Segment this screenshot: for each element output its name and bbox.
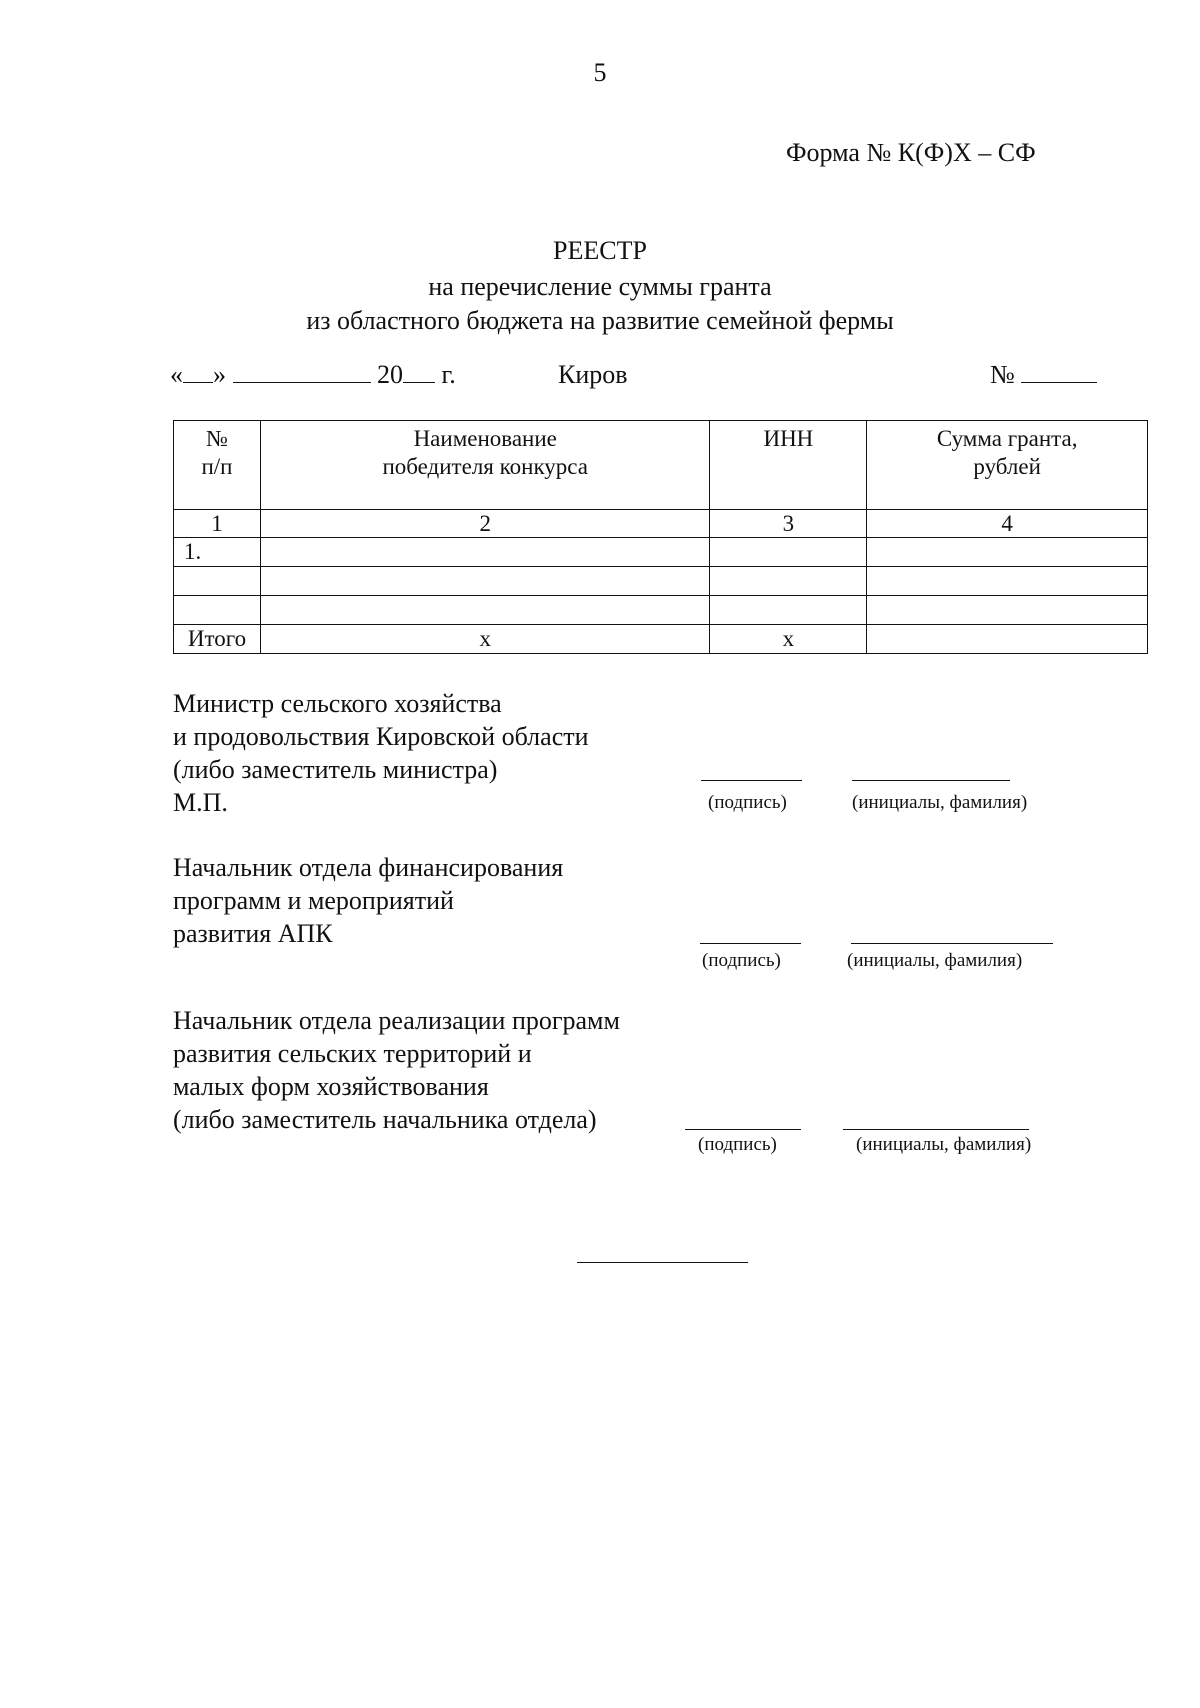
page-number: 5 [593,58,607,87]
year-prefix: 20 [377,360,403,389]
signature-block-minister [173,687,589,819]
signer-title-line: малых форм хозяйствования [173,1072,489,1101]
date-field [170,360,456,390]
signature-block-finance-head [173,851,563,950]
signer-title-line: и продовольствия Кировской области [173,722,589,751]
day-blank [183,360,213,383]
column-number: 4 [867,510,1148,538]
table-header-row [174,421,1148,510]
table-cell [867,567,1148,596]
signature-caption: (подпись) [708,792,787,813]
name-line [851,943,1053,944]
column-number: 3 [710,510,867,538]
registry-number-field [990,360,1097,390]
registry-table [173,420,1148,654]
name-line [852,780,1010,781]
header-number: № п/п [174,421,261,510]
year-suffix: г. [441,360,456,389]
name-line [843,1129,1029,1130]
signer-title-line: (либо заместитель министра) [173,755,498,784]
column-number: 1 [174,510,261,538]
header-inn: ИНН [710,421,867,510]
signature-line [685,1129,801,1130]
table-cell: 1. [174,538,261,567]
table-cell [710,538,867,567]
name-caption: (инициалы, фамилия) [856,1134,1032,1155]
registry-number-blank [1021,360,1097,383]
total-name: х [260,625,710,654]
signer-title-line: (либо заместитель начальника отдела) [173,1105,597,1134]
signer-title-line: Начальник отдела финансирования [173,853,564,882]
table-cell [710,596,867,625]
table-row [174,567,1148,596]
table-cell [174,567,261,596]
stamp-mark: М.П. [173,788,228,817]
total-label: Итого [174,625,261,654]
signer-title-line: программ и мероприятий [173,886,454,915]
closing-divider [577,1262,748,1263]
table-row [174,538,1148,567]
header-name: Наименование победителя конкурса [260,421,710,510]
table-cell [710,567,867,596]
document-subtitle-line2: из областного бюджета на развитие семейной фермы [306,306,894,335]
signature-caption: (подпись) [702,950,781,971]
total-sum [867,625,1148,654]
signer-title-line: развития АПК [173,919,333,948]
table-cell [260,596,710,625]
table-cell [867,538,1148,567]
name-caption: (инициалы, фамилия) [847,950,1023,971]
month-blank [233,360,371,383]
name-caption: (инициалы, фамилия) [852,792,1028,813]
signer-title-line: развития сельских территорий и [173,1039,532,1068]
open-quote: « [170,360,183,389]
total-row [174,625,1148,654]
signature-line [700,943,801,944]
document-title: РЕЕСТР [553,236,647,265]
header-sum: Сумма гранта, рублей [867,421,1148,510]
form-number: Форма № К(Ф)Х – СФ [786,138,1036,167]
total-inn: х [710,625,867,654]
table-cell [867,596,1148,625]
close-quote: » [213,360,226,389]
column-number: 2 [260,510,710,538]
number-sign: № [990,360,1015,389]
year-blank [403,360,435,383]
table-row [174,596,1148,625]
signer-title-line: Начальник отдела реализации программ [173,1006,620,1035]
city: Киров [558,360,628,389]
document-subtitle-line1: на перечисление суммы гранта [428,272,772,301]
table-cell [174,596,261,625]
signature-line [701,780,802,781]
signature-block-programs-head [173,1004,620,1136]
signer-title-line: Министр сельского хозяйства [173,689,502,718]
signature-caption: (подпись) [698,1134,777,1155]
table-cell [260,567,710,596]
table-cell [260,538,710,567]
column-numbers-row [174,510,1148,538]
